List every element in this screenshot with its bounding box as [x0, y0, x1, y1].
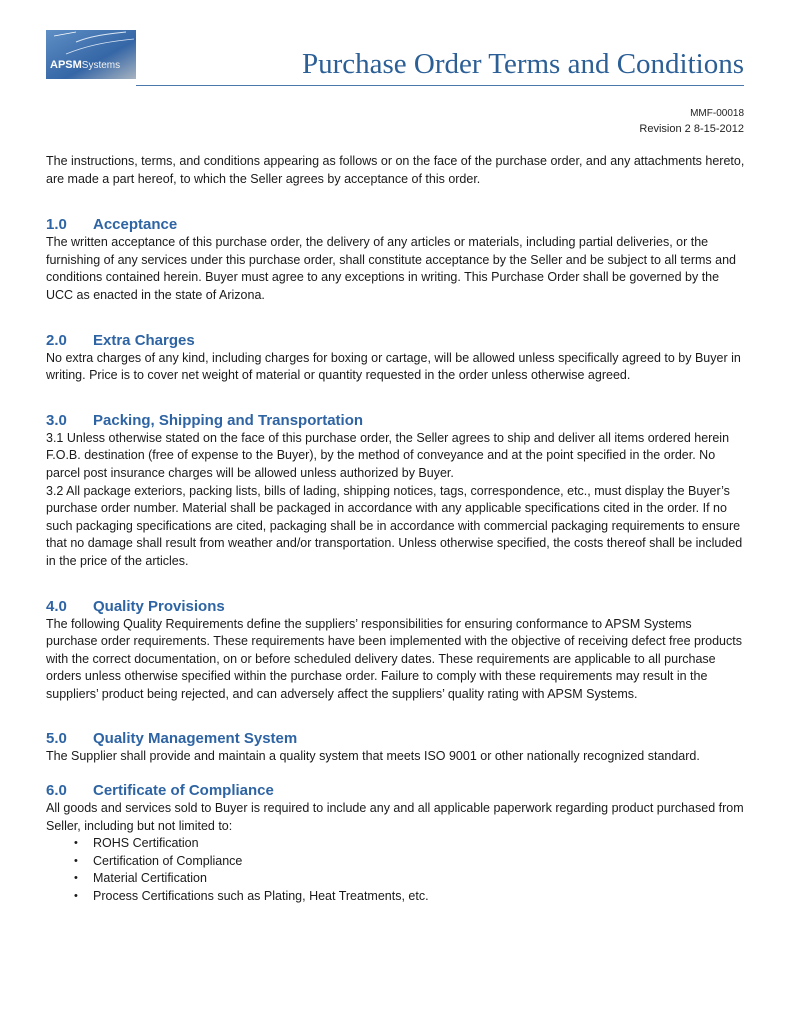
section-title: Acceptance	[93, 216, 178, 234]
title-divider	[136, 85, 744, 86]
section-title: Quality Management System	[93, 730, 298, 748]
section-title: Certificate of Compliance	[93, 782, 274, 800]
logo-word-secondary: Systems	[81, 60, 121, 71]
list-item-text: Material Certification	[93, 871, 207, 886]
section-number: 5.0	[46, 730, 67, 748]
list-item	[74, 853, 746, 871]
section-paragraph: All goods and services sold to Buyer is required to include any and all applicable paperwork regarding product purchased from	[46, 801, 744, 816]
section-quality-provisions	[46, 597, 746, 704]
section-title: Extra Charges	[93, 331, 195, 349]
list-item-text: Process Certifications such as Plating, Heat Treatments, etc.	[93, 889, 429, 904]
page-title: Purchase Order Terms and Conditions	[301, 48, 744, 80]
section-number: 1.0	[46, 216, 67, 234]
section-heading	[46, 597, 746, 616]
list-item	[74, 835, 746, 853]
section-extra-charges	[46, 331, 746, 385]
section-number: 4.0	[46, 597, 67, 615]
section-packing-shipping	[46, 411, 746, 571]
company-logo	[46, 30, 136, 79]
section-paragraph: The Supplier shall provide and maintain a quality system that meets ISO 9001 or other nationally recognized standard.	[46, 749, 700, 764]
section-certificate-of-compliance	[46, 781, 746, 906]
section-number: 3.0	[46, 411, 67, 429]
bullet-icon: •	[74, 890, 78, 903]
section-paragraph: The written acceptance of this purchase order, the delivery of any articles or materials, including partial deliveries, or the furnishing of any services under this purchase order, shall constitute acceptance by the Seller and be subject to all terms and conditions contained herein. Buyer must agree to any exceptions in writing. This Purchase Order shall be governed by the UCC as enacted in the state of Arizona.	[46, 235, 736, 302]
section-heading	[46, 729, 746, 748]
section-title: Quality Provisions	[93, 597, 225, 615]
bullet-icon: •	[74, 854, 78, 867]
list-item	[74, 888, 746, 906]
section-quality-management-system	[46, 729, 746, 766]
section-title: Packing, Shipping and Transportation	[93, 411, 364, 429]
section-paragraph: The following Quality Requirements define the suppliers’ responsibilities for ensuring conformance to APSM Systems purchase order requirements. These requirements have been implemented with the objective of receiving defect free products with the correct documentation, on or before scheduled delivery dates. These requirements are applicable to all purchase orders unless otherwise specified within the purchase order. Failure to comply with these requirements may result in the suppliers’ product being rejected, and can adversely affect the suppliers’ quality rating with APSM Systems.	[46, 616, 742, 701]
bullet-icon: •	[74, 837, 78, 850]
section-paragraph: No extra charges of any kind, including charges for boxing or cartage, will be allowed unless specifically agreed to by Buyer in writing. Price is to cover net weight of material or quantity requested in the order unless otherwise agreed.	[46, 350, 741, 383]
section-number: 2.0	[46, 331, 67, 349]
list-item-text: ROHS Certification	[93, 836, 199, 851]
intro-paragraph: The instructions, terms, and conditions appearing as follows or on the face of the purchase order, and any attachments hereto, are made a part hereof, to which the Seller agrees by acceptance of this order.	[46, 154, 745, 186]
section-paragraph: Seller, including but not limited to:	[46, 818, 233, 833]
logo-wordmark	[50, 58, 120, 73]
section-paragraph: 3.1 Unless otherwise stated on the face of this purchase order, the Seller agrees to ship and deliver all items ordered herein F.O.B. destination (free of expense to the Buyer), by the method of conveyance and at the point specified in the order. No parcel post insurance charges will be allowed unless authorized by Buyer.	[46, 430, 730, 480]
certification-list	[46, 835, 746, 905]
section-number: 6.0	[46, 782, 67, 800]
section-acceptance	[46, 215, 746, 304]
document-body	[46, 153, 746, 932]
revision-label: Revision 2 8-15-2012	[639, 123, 744, 135]
list-item-text: Certification of Compliance	[93, 853, 243, 868]
document-number: MMF-00018	[690, 108, 744, 119]
section-heading	[46, 331, 746, 350]
section-heading	[46, 215, 746, 234]
bullet-icon: •	[74, 872, 78, 885]
logo-word-primary: APSM	[50, 59, 82, 71]
section-heading	[46, 411, 746, 430]
section-heading	[46, 781, 746, 800]
section-paragraph: 3.2 All package exteriors, packing lists, bills of lading, shipping notices, tags, correspondence, etc., must display the Buyer’s purchase order number. Material shall be packaged in accordance with any applicable specifications cited in the order. If no such packaging specifications are cited, packaging shall be in accordance with commercial packaging requirements to ensure that no damage shall result from weather and/or transportation. Unless otherwise specified, the costs thereof shall be included in the price of the articles.	[46, 483, 743, 568]
list-item	[74, 870, 746, 888]
